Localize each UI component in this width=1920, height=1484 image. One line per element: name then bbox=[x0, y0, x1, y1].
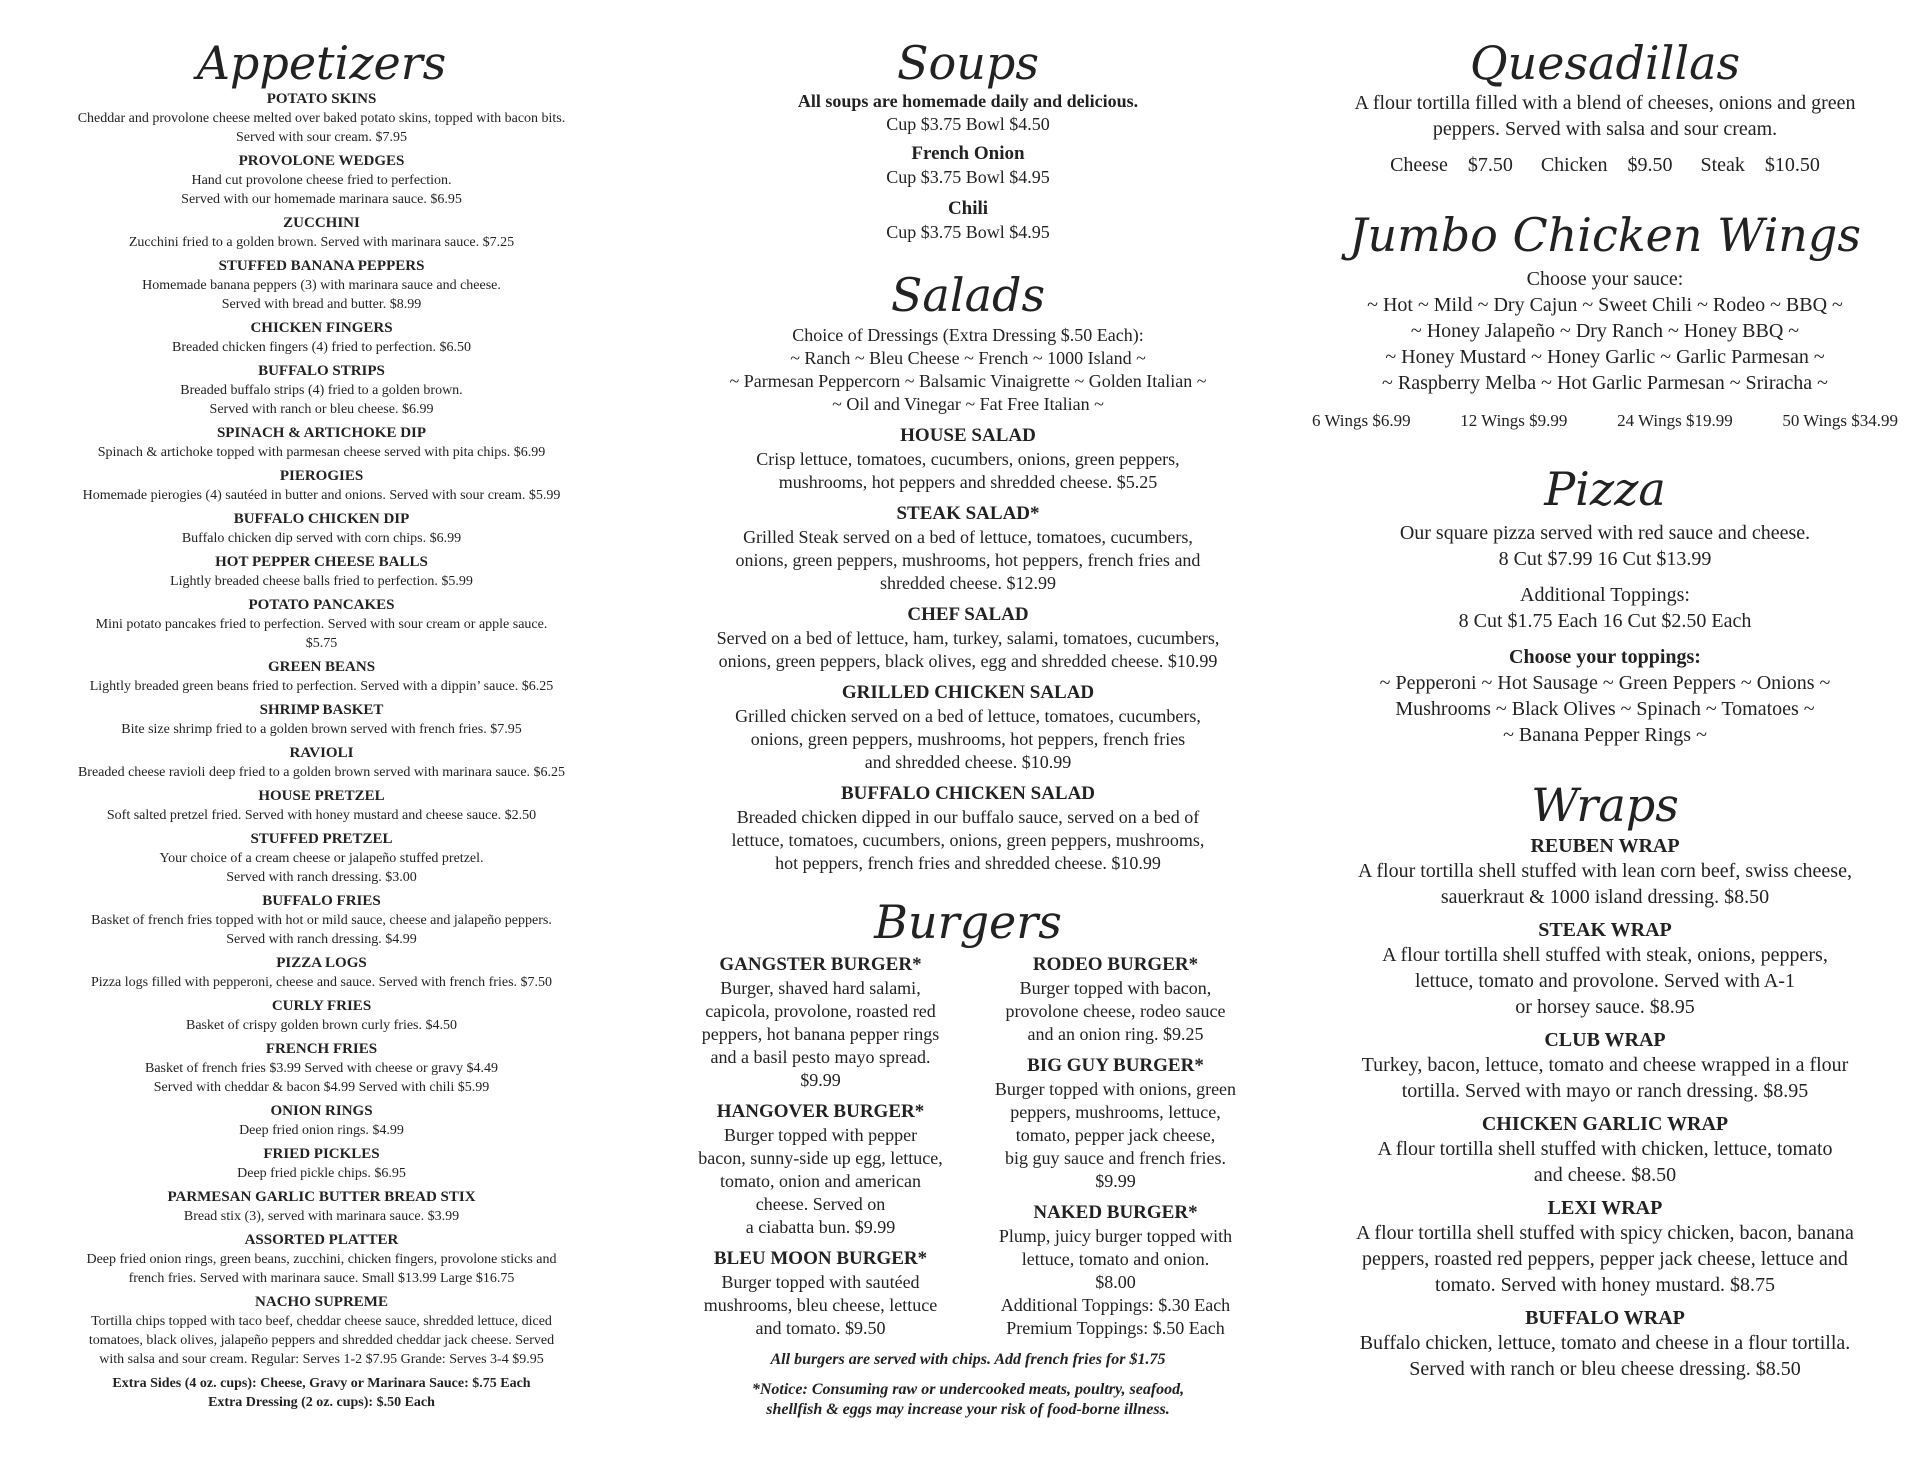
list-item bbox=[688, 197, 1248, 244]
item-name: BLEU MOON BURGER* bbox=[713, 1248, 928, 1269]
item-desc: Buffalo chicken dip served with corn chips. $6.99 bbox=[181, 531, 462, 546]
item-desc: Zucchini fried to a golden brown. Served with marinara sauce. $7.25 bbox=[128, 235, 515, 250]
item-desc: Burger topped with bacon, provolone cheese, rodeo sauce and an onion ring. $9.25 bbox=[1005, 978, 1226, 1044]
price-label: Chicken bbox=[1540, 154, 1608, 176]
item-desc: Buffalo chicken, lettuce, tomato and cheese in a flour tortilla. Served with ranch or bleu cheese dressing. $8.50 bbox=[1359, 1332, 1851, 1380]
item-name: HOUSE PRETZEL bbox=[258, 788, 385, 804]
item-name: BIG GUY BURGER* bbox=[1027, 1055, 1204, 1076]
item-desc: Homemade banana peppers (3) with marinara sauce and cheese. Served with bread and butter. $8.99 bbox=[142, 278, 501, 312]
salads-dressings: Choice of Dressings (Extra Dressing $.50 Each): ~ Ranch ~ Bleu Cheese ~ French ~ 1000 Island ~ ~ Parmesan Peppercorn ~ Balsamic Vinaigrette ~ Golden Italian ~ ~ Oil and Vinegar ~ Fat Free Italian ~ bbox=[729, 325, 1207, 414]
list-item bbox=[688, 142, 1248, 189]
salads-title: Salads bbox=[890, 268, 1046, 322]
item-name: LEXI WRAP bbox=[1547, 1197, 1663, 1219]
list-item bbox=[688, 1247, 953, 1340]
list-item bbox=[688, 953, 953, 1092]
middle-column bbox=[688, 0, 1248, 1420]
soups-intro: All soups are homemade daily and delicious. bbox=[797, 91, 1139, 111]
list-item bbox=[34, 467, 609, 505]
item-name: CHEF SALAD bbox=[907, 604, 1029, 625]
list-item bbox=[34, 658, 609, 696]
list-item bbox=[688, 782, 1248, 875]
item-desc: Turkey, bacon, lettuce, tomato and cheese wrapped in a flour tortilla. Served with mayo or ranch dressing. $8.95 bbox=[1361, 1054, 1849, 1102]
list-item bbox=[34, 90, 609, 147]
item-desc: Grilled Steak served on a bed of lettuce, tomatoes, cucumbers, onions, green peppers, mushrooms, hot peppers, french fries and shredded cheese. $12.99 bbox=[735, 527, 1201, 593]
quesadillas-desc: A flour tortilla filled with a blend of cheeses, onions and green peppers. Served with salsa and sour cream. bbox=[1354, 92, 1856, 140]
price-value: $9.50 bbox=[1627, 154, 1673, 176]
item-name: FRENCH FRIES bbox=[265, 1041, 378, 1057]
item-desc: Deep fried pickle chips. $6.95 bbox=[237, 1166, 406, 1181]
item-desc: Burger topped with onions, green peppers, mushrooms, lettuce, tomato, pepper jack cheese, big guy sauce and french fries. $9.99 bbox=[994, 1079, 1237, 1191]
quesadillas-prices bbox=[1320, 152, 1890, 178]
item-name: CHICKEN FINGERS bbox=[250, 320, 393, 336]
item-desc: Served on a bed of lettuce, ham, turkey, salami, tomatoes, cucumbers, onions, green peppers, black olives, egg and shredded cheese. $10.99 bbox=[716, 628, 1220, 671]
item-desc: Basket of french fries topped with hot or mild sauce, cheese and jalapeño peppers. Served with ranch dressing. $4.99 bbox=[91, 913, 552, 947]
list-item bbox=[34, 1293, 609, 1369]
item-desc: A flour tortilla shell stuffed with chicken, lettuce, tomato and cheese. $8.50 bbox=[1377, 1138, 1833, 1186]
item-desc: Homemade pierogies (4) sautéed in butter and onions. Served with sour cream. $5.99 bbox=[82, 488, 561, 503]
item-name: BUFFALO FRIES bbox=[262, 893, 381, 909]
item-name: SHRIMP BASKET bbox=[259, 702, 384, 718]
item-name: STUFFED BANANA PEPPERS bbox=[218, 258, 425, 274]
item-desc: Lightly breaded cheese balls fried to perfection. $5.99 bbox=[170, 574, 473, 589]
item-name: CLUB WRAP bbox=[1544, 1029, 1666, 1051]
list-item bbox=[1320, 918, 1890, 1020]
item-price: Cup $3.75 Bowl $4.95 bbox=[886, 222, 1050, 242]
item-desc: Crisp lettuce, tomatoes, cucumbers, onions, green peppers, mushrooms, hot peppers and shredded cheese. $5.25 bbox=[756, 449, 1180, 492]
item-desc: Burger topped with sautéed mushrooms, bleu cheese, lettuce and tomato. $9.50 bbox=[703, 1272, 938, 1338]
wing-price: 12 Wings $9.99 bbox=[1460, 411, 1568, 430]
list-item bbox=[34, 1231, 609, 1288]
wing-price: 50 Wings $34.99 bbox=[1782, 411, 1898, 430]
item-name: RAVIOLI bbox=[289, 745, 354, 761]
item-desc: Lightly breaded green beans fried to perfection. Served with a dippin’ sauce. $6.25 bbox=[89, 679, 554, 694]
wing-price: 24 Wings $19.99 bbox=[1617, 411, 1733, 430]
item-name: BUFFALO CHICKEN SALAD bbox=[840, 783, 1096, 804]
item-name: SPINACH & ARTICHOKE DIP bbox=[216, 425, 427, 441]
list-item bbox=[688, 603, 1248, 673]
item-desc: Breaded buffalo strips (4) fried to a golden brown. Served with ranch or bleu cheese. $6.99 bbox=[180, 383, 463, 417]
wings-prices bbox=[1312, 410, 1898, 432]
list-item bbox=[688, 1100, 953, 1239]
wing-price: 6 Wings $6.99 bbox=[1312, 411, 1411, 430]
item-name: PROVOLONE WEDGES bbox=[238, 153, 405, 169]
item-name: HOT PEPPER CHEESE BALLS bbox=[215, 554, 428, 570]
list-item bbox=[34, 954, 609, 992]
item-desc: Cheddar and provolone cheese melted over baked potato skins, topped with bacon bits. Served with sour cream. $7.95 bbox=[77, 111, 566, 145]
item-name: POTATO PANCAKES bbox=[248, 597, 395, 613]
item-desc: Burger topped with pepper bacon, sunny-side up egg, lettuce, tomato, onion and american cheese. Served on a ciabatta bun. $9.99 bbox=[698, 1125, 943, 1237]
list-item bbox=[34, 362, 609, 419]
item-name: CURLY FRIES bbox=[271, 998, 372, 1014]
list-item bbox=[34, 424, 609, 462]
item-desc: Plump, juicy burger topped with lettuce, tomato and onion. $8.00 Additional Toppings: $.30 Each Premium Toppings: $.50 Each bbox=[998, 1226, 1233, 1338]
item-name: HOUSE SALAD bbox=[900, 425, 1036, 446]
burgers-title: Burgers bbox=[874, 895, 1062, 949]
item-desc: Burger, shaved hard salami, capicola, provolone, roasted red peppers, hot banana pepper rings and a basil pesto mayo spread. $9.99 bbox=[701, 978, 940, 1090]
soups-title: Soups bbox=[897, 36, 1039, 90]
list-item bbox=[1320, 1112, 1890, 1188]
food-safety-notice: *Notice: Consuming raw or undercooked meats, poultry, seafood, shellfish & eggs may increase your risk of food-borne illness. bbox=[751, 1381, 1185, 1418]
wings-sauces: Choose your sauce: ~ Hot ~ Mild ~ Dry Cajun ~ Sweet Chili ~ Rodeo ~ BBQ ~ ~ Honey Jalapeño ~ Dry Ranch ~ Honey BBQ ~ ~ Honey Mustard ~ Honey Garlic ~ Garlic Parmesan ~ ~ Raspberry Melba ~ Hot Garlic Parmesan ~ Sriracha ~ bbox=[1367, 268, 1843, 394]
item-desc: Deep fried onion rings. $4.99 bbox=[239, 1123, 404, 1138]
item-name: Chili bbox=[947, 198, 989, 219]
item-name: STEAK WRAP bbox=[1538, 919, 1672, 941]
item-desc: Spinach & artichoke topped with parmesan cheese served with pita chips. $6.99 bbox=[97, 445, 546, 460]
item-name: RODEO BURGER* bbox=[1032, 954, 1199, 975]
list-item bbox=[1320, 1196, 1890, 1298]
item-name: ASSORTED PLATTER bbox=[244, 1232, 399, 1248]
list-item bbox=[1320, 1306, 1890, 1382]
list-item bbox=[34, 744, 609, 782]
item-name: STUFFED PRETZEL bbox=[250, 831, 393, 847]
item-desc: Tortilla chips topped with taco beef, cheddar cheese sauce, shredded lettuce, diced tomatoes, black olives, jalapeño peppers and shredded cheddar jack cheese. Served with salsa and sour cream. Regular: Serves 1-2 $7.95 Grande: Serves 3-4 $9.95 bbox=[88, 1314, 555, 1367]
item-desc: Soft salted pretzel fried. Served with honey mustard and cheese sauce. $2.50 bbox=[106, 808, 537, 823]
item-name: GRILLED CHICKEN SALAD bbox=[841, 682, 1095, 703]
item-name: BUFFALO STRIPS bbox=[258, 363, 385, 379]
list-item bbox=[983, 1054, 1248, 1193]
list-item bbox=[688, 681, 1248, 774]
item-name: HANGOVER BURGER* bbox=[716, 1101, 925, 1122]
item-name: BUFFALO WRAP bbox=[1525, 1307, 1685, 1329]
list-item bbox=[34, 701, 609, 739]
item-name: NACHO SUPREME bbox=[255, 1294, 388, 1310]
item-name: PIZZA LOGS bbox=[276, 955, 367, 971]
appetizers-title: Appetizers bbox=[196, 36, 447, 90]
item-name: POTATO SKINS bbox=[266, 91, 377, 107]
item-name: ONION RINGS bbox=[270, 1103, 373, 1119]
item-name: French Onion bbox=[911, 143, 1025, 164]
item-desc: Bite size shrimp fried to a golden brown served with french fries. $7.95 bbox=[121, 722, 522, 737]
item-desc: Your choice of a cream cheese or jalapeño stuffed pretzel. Served with ranch dressing. $3.00 bbox=[159, 851, 484, 885]
list-item bbox=[34, 892, 609, 949]
item-desc: A flour tortilla shell stuffed with lean corn beef, swiss cheese, sauerkraut & 1000 island dressing. $8.50 bbox=[1358, 860, 1852, 908]
appetizers-list bbox=[34, 90, 609, 1369]
item-desc: Breaded chicken fingers (4) fried to perfection. $6.50 bbox=[172, 340, 471, 355]
quesadillas-title: Quesadillas bbox=[1469, 36, 1741, 90]
price-label: Cheese bbox=[1390, 154, 1448, 176]
pizza-toppings-heading: Choose your toppings: bbox=[1509, 646, 1701, 668]
list-item bbox=[34, 553, 609, 591]
item-name: PIEROGIES bbox=[279, 468, 364, 484]
item-name: ZUCCHINI bbox=[283, 215, 360, 231]
appetizers-column bbox=[34, 0, 609, 1412]
item-name: NAKED BURGER* bbox=[1033, 1202, 1198, 1223]
pizza-title: Pizza bbox=[1544, 462, 1666, 516]
item-name: REUBEN WRAP bbox=[1530, 835, 1680, 857]
list-item bbox=[34, 787, 609, 825]
list-item bbox=[34, 510, 609, 548]
item-name: PARMESAN GARLIC BUTTER BREAD STIX bbox=[167, 1189, 476, 1205]
item-desc: Deep fried onion rings, green beans, zucchini, chicken fingers, provolone sticks and french fries. Served with marinara sauce. Small $13.99 Large $16.75 bbox=[86, 1252, 557, 1286]
item-desc: Grilled chicken served on a bed of lettuce, tomatoes, cucumbers, onions, green peppers, mushrooms, hot peppers, french fries and shredded cheese. $10.99 bbox=[735, 706, 1201, 772]
pizza-toppings-list: ~ Pepperoni ~ Hot Sausage ~ Green Peppers ~ Onions ~ Mushrooms ~ Black Olives ~ Spinach ~ Tomatoes ~ ~ Banana Pepper Rings ~ bbox=[1379, 672, 1831, 746]
burgers-grid bbox=[688, 953, 1248, 1348]
price-value: $7.50 bbox=[1467, 154, 1513, 176]
list-item bbox=[1320, 1028, 1890, 1104]
item-name: GREEN BEANS bbox=[267, 659, 376, 675]
list-item bbox=[34, 1040, 609, 1097]
wings-title: Jumbo Chicken Wings bbox=[1349, 208, 1861, 262]
item-desc: Hand cut provolone cheese fried to perfection. Served with our homemade marinara sauce. $6.95 bbox=[181, 173, 462, 207]
list-item bbox=[34, 1102, 609, 1140]
burgers-chips-note: All burgers are served with chips. Add french fries for $1.75 bbox=[770, 1351, 1166, 1368]
list-item bbox=[1320, 834, 1890, 910]
item-desc: Breaded cheese ravioli deep fried to a golden brown served with marinara sauce. $6.25 bbox=[77, 765, 566, 780]
item-name: STEAK SALAD* bbox=[896, 503, 1040, 524]
price-option bbox=[1700, 152, 1819, 178]
soups-intro-price: Cup $3.75 Bowl $4.50 bbox=[886, 114, 1050, 134]
list-item bbox=[34, 214, 609, 252]
item-desc: A flour tortilla shell stuffed with steak, onions, peppers, lettuce, tomato and provolone. Served with A-1 or horsey sauce. $8.95 bbox=[1382, 944, 1828, 1018]
list-item bbox=[34, 319, 609, 357]
item-desc: Basket of french fries $3.99 Served with cheese or gravy $4.49 Served with cheddar & bacon $4.99 Served with chili $5.99 bbox=[144, 1061, 498, 1095]
price-value: $10.50 bbox=[1764, 154, 1820, 176]
price-label: Steak bbox=[1700, 154, 1745, 176]
list-item bbox=[983, 953, 1248, 1046]
item-name: CHICKEN GARLIC WRAP bbox=[1481, 1113, 1729, 1135]
item-price: Cup $3.75 Bowl $4.95 bbox=[886, 167, 1050, 187]
burgers-left-column bbox=[688, 953, 953, 1348]
appetizers-extras: Extra Sides (4 oz. cups): Cheese, Gravy or Marinara Sauce: $.75 Each Extra Dressing (2 oz. cups): $.50 Each bbox=[112, 1376, 531, 1410]
pizza-toppings-price: Additional Toppings: 8 Cut $1.75 Each 16 Cut $2.50 Each bbox=[1458, 584, 1752, 632]
item-desc: Pizza logs filled with pepperoni, cheese and sauce. Served with french fries. $7.50 bbox=[90, 975, 553, 990]
pizza-desc: Our square pizza served with red sauce and cheese. 8 Cut $7.99 16 Cut $13.99 bbox=[1399, 522, 1811, 570]
list-item bbox=[983, 1201, 1248, 1340]
list-item bbox=[688, 502, 1248, 595]
list-item bbox=[688, 424, 1248, 494]
right-column bbox=[1312, 0, 1898, 1390]
list-item bbox=[34, 1145, 609, 1183]
item-name: BUFFALO CHICKEN DIP bbox=[233, 511, 410, 527]
list-item bbox=[34, 152, 609, 209]
item-desc: Bread stix (3), served with marinara sauce. $3.99 bbox=[183, 1209, 460, 1224]
list-item bbox=[34, 830, 609, 887]
list-item bbox=[34, 596, 609, 653]
item-desc: Breaded chicken dipped in our buffalo sauce, served on a bed of lettuce, tomatoes, cucumbers, onions, green peppers, mushrooms, hot peppers, french fries and shredded cheese. $10.99 bbox=[731, 807, 1205, 873]
item-name: FRIED PICKLES bbox=[263, 1146, 380, 1162]
item-name: GANGSTER BURGER* bbox=[719, 954, 922, 975]
wraps-title: Wraps bbox=[1531, 778, 1679, 832]
price-option bbox=[1541, 152, 1673, 178]
price-option bbox=[1390, 152, 1513, 178]
item-desc: Mini potato pancakes fried to perfection. Served with sour cream or apple sauce. $5.75 bbox=[95, 617, 548, 651]
item-desc: A flour tortilla shell stuffed with spicy chicken, bacon, banana peppers, roasted red peppers, pepper jack cheese, lettuce and tomato. Served with honey mustard. $8.75 bbox=[1356, 1222, 1854, 1296]
list-item bbox=[34, 257, 609, 314]
list-item bbox=[34, 1188, 609, 1226]
item-desc: Basket of crispy golden brown curly fries. $4.50 bbox=[186, 1018, 457, 1033]
list-item bbox=[34, 997, 609, 1035]
burgers-right-column bbox=[983, 953, 1248, 1348]
